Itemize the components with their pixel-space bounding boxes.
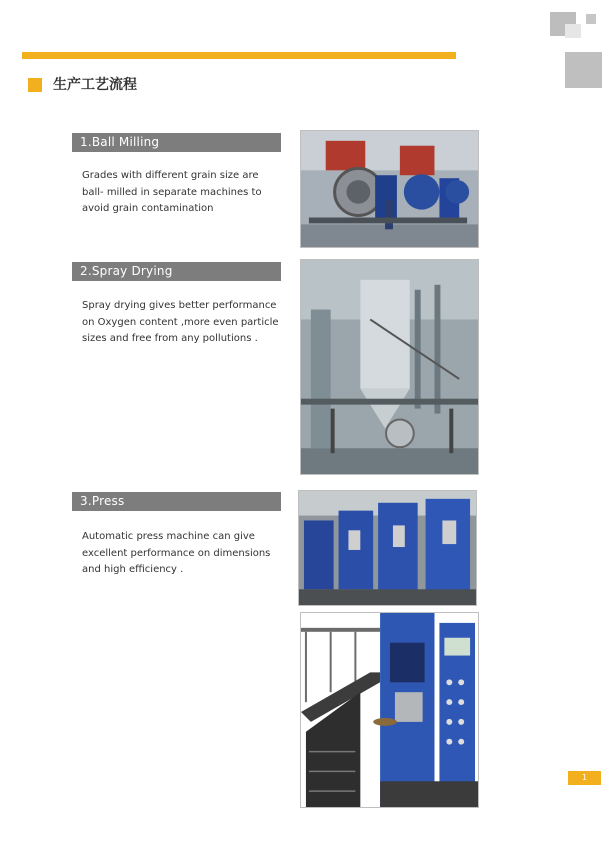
text-line: sizes and free from any pollutions . [82,333,258,344]
corner-decoration-small [586,14,596,24]
text-line: Automatic press machine can give [82,531,255,542]
photo-press-machines-row [298,490,477,606]
section-heading-press: 3.Press [72,492,281,511]
title-marker [28,78,42,92]
top-accent-bar [22,52,456,59]
text-line: Grades with different grain size are [82,170,259,181]
text-line: ball- milled in separate machines to [82,186,262,198]
section-heading-ball-milling: 1.Ball Milling [72,133,281,152]
photo-spray-drying-plant [300,259,479,475]
text-line: and high efficiency . [82,564,184,575]
text-line: excellent performance on dimensions [82,547,271,559]
text-line: Spray drying gives better performance [82,300,277,311]
section-heading-spray-drying: 2.Spray Drying [72,262,281,281]
section-text-press [82,529,287,579]
photo-automatic-press-machine [300,612,479,808]
page-title: 生产工艺流程 [53,77,137,93]
text-line: avoid grain contamination [82,203,214,214]
corner-decoration-block [565,52,602,88]
section-text-ball-milling [82,168,287,218]
corner-decoration-light [565,24,581,38]
text-line: on Oxygen content ,more even particle [82,316,279,328]
section-text-spray-drying [82,298,287,348]
photo-ball-milling-machines [300,130,479,248]
page-number: 1 [568,771,601,785]
